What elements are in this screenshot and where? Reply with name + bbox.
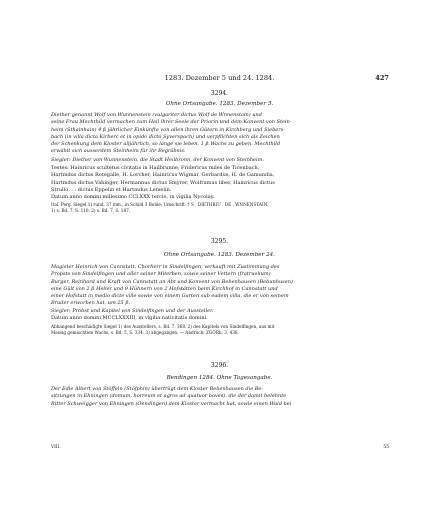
- regest-line: sitzungen in Ehningen (domum, horreum et agros ad quatuor boves), die der damit belehnte: [51, 393, 287, 400]
- doc-number-3295: 3295.: [210, 238, 229, 245]
- note-line: Ital. Perg. Siegel 1) rund, 37 mm., in Schild 3 Bohle; Umschrift: † S . DIETHRIU . DE . WNNENSTAIN.: [51, 202, 269, 207]
- regest-line: seine Frau Mechthild vermachen zum Heil ihrer Seele der Priorin und dem Konvent von Stein-: [51, 119, 292, 126]
- doc-dateline-3295: Ohne Ortsangabe. 1283. Dezember 24.: [164, 252, 275, 258]
- regest-line: Propsts von Sindelfingen und aller seiner Miterben, sowie seiner Vettern (fratruelium): [51, 271, 271, 278]
- doc-dateline-3294: Ohne Ortsangabe. 1283. Dezember 5.: [165, 101, 274, 107]
- note-line: Messig gemischtem Wachs, s. Bd. 5, S. 334. 3) abgegangen. — Abdruck: ZGORh. 3, 436.: [51, 330, 239, 335]
- regest-line: der Schenkung dem Kloster alljährlich, so lange sie leben, 1 ß Wachs zu geben. Mechthild: [51, 141, 281, 147]
- page-number: 427: [375, 74, 389, 82]
- regest-3295: [51, 264, 389, 308]
- regest-line: bach (in villa dicta Kirberc et in opido dicto Syverspach) und verpflichten sich als Zeichen: [51, 133, 280, 140]
- witness-line: Testes: Hainricus scultetus civitatis in Hailbrunne, Fridericus miles de Ticenbach,: [51, 165, 260, 171]
- regest-line: Diether genannt Wolf von Wunnenstein (vulgariter dictus Wolf de Wnnenstain) und: [51, 112, 262, 118]
- regest-line: Burger, Reinhard und Kraft von Cannstatt an Abt und Konvent von Bebenhausen (Bebunhusen): [51, 278, 293, 285]
- header-title: 1283. Dezember 5 und 24. 1284.: [164, 74, 275, 82]
- witnesses-3294: [51, 165, 389, 201]
- witness-line: Strullo, . . dictus Eppelin et Hartmdus Lemelin.: [51, 186, 172, 193]
- regest-line: erwählt sich ausserdem Steinheim für ihr Begräbnis.: [51, 148, 186, 155]
- notes-3294: [51, 202, 389, 214]
- regest-line: Der Edle Albert von Stöffeln (Stöfphin) überträgt dem Kloster Bebenhausen die Be-: [51, 386, 264, 392]
- volume-mark: VIII.: [51, 445, 61, 450]
- page-footer: [51, 445, 389, 450]
- sealers-datum-3295: [51, 308, 389, 323]
- doc-number-3294: 3294.: [210, 90, 229, 97]
- regest-line: einer Hofstatt in medio dicte ville sowie von einem Garten sub eadem villa, die er von seinem: [51, 293, 289, 299]
- datum-line: Datum anno domini millesimo CCLXXX tercio, in vigilia Nycolay.: [51, 194, 215, 200]
- sealers-line: Siegler: Probst und Kapitel von Sindelfingen und der Aussteller.: [51, 308, 214, 314]
- witness-line: Hartmdus dictus Rotegalle, H. Lorcher, Hainricus Wigmar, Gerbardus, H. de Gamundia,: [51, 172, 275, 179]
- regest-line: Ritter Schweigger von Ehningen (Oendingen) dem Kloster vermacht hat, sowie einen Wald bei: [51, 400, 292, 407]
- regest-line: Magister Heinrich von Cannstatt, Chorherr in Sindelfingen, verkauft mit Zustimmung des: [51, 264, 280, 270]
- regest-line: Bruder erworben hat, um 25 ß.: [51, 300, 131, 307]
- regest-line: eine Gült von 2 ß Heller und 9 Hühnern von 2 Hofstätten beim Kirchhof in Cannstatt und: [51, 285, 278, 292]
- doc-number-3296: 3296.: [210, 362, 229, 369]
- note-line: Abhangend beschädigte Siegel 1) des Ausstellers, s. Bd. 7, 368. 2) des Kapitels von Sindelfingen, aus mit: [51, 324, 275, 329]
- sealers-3294: [51, 157, 389, 164]
- witness-line: Hartmdus dictus Vahinger, Hermannus dictus Smyrer, Wolframus liber, Hainricus dictus: [51, 179, 275, 186]
- sealers-line: Siegler: Diether von Wunnenstein, die Stadt Heilbronn, der Konvent von Steinheim.: [51, 157, 264, 163]
- doc-dateline-3296: Bendingen 1284. Ohne Tagesangabe.: [166, 375, 273, 381]
- sheet-signature: 55: [383, 445, 389, 450]
- running-header: [50, 74, 389, 86]
- regest-3294: [51, 112, 389, 156]
- notes-3295: [51, 324, 389, 336]
- datum-line: Datum anno domini MCCLXXXIII, in vigilia nativitatis domini.: [51, 315, 208, 322]
- regest-3296: [51, 386, 389, 408]
- note-line: 1) s. Bd. 7, S. 110. 2) s. Bd. 7, S. 187.: [51, 208, 131, 213]
- regest-line: heim (Sthainhain) 4 ß jährlicher Einkünfte von allen ihren Gütern in Kirchberg und Siebers-: [51, 126, 285, 133]
